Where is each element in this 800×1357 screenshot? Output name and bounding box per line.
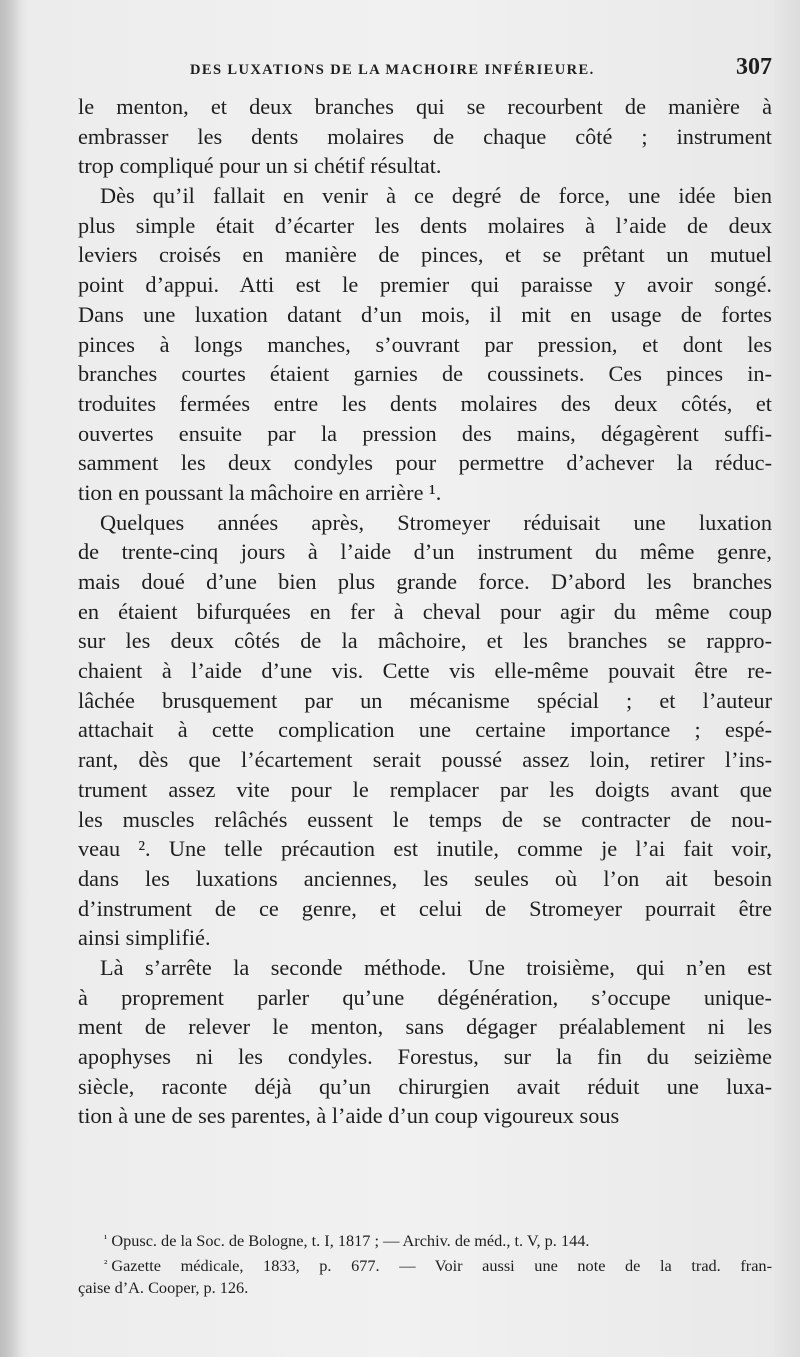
- text-line: pinces à longs manches, s’ouvrant par pression, et dont les: [78, 331, 772, 357]
- text-line: ouvertes ensuite par la pression des mains, dégagèrent suffi-: [78, 420, 772, 446]
- footnote-line: [78, 1253, 772, 1278]
- text-line: siècle, raconte déjà qu’un chirurgien avait réduit une luxa-: [78, 1073, 772, 1099]
- text-line: rant, dès que l’écartement serait poussé assez loin, retirer l’ins-: [78, 747, 772, 773]
- text-line: mais doué d’une bien plus grande force. D’abord les branches: [78, 569, 772, 594]
- text-line: tion à une de ses parentes, à l’aide d’un coup vigoureux sous: [78, 1103, 620, 1129]
- text-line: lâchée brusquement par un mécanisme spécial ; et l’auteur: [78, 687, 772, 713]
- footnote-line: [78, 1277, 772, 1300]
- text-line: à proprement parler qu’une dégénération, s’occupe unique-: [78, 984, 772, 1010]
- footnote-mark: ¹: [104, 1233, 108, 1245]
- text-line: de trente-cinq jours à l’aide d’un instrument du même genre,: [78, 539, 772, 565]
- footnote: [78, 1228, 772, 1253]
- text-line: point d’appui. Atti est le premier qui paraisse y avoir songé.: [78, 272, 772, 298]
- text-line: ment de relever le menton, sans dégager préalablement ni les: [78, 1014, 772, 1040]
- text-line: branches courtes étaient garnies de coussinets. Ces pinces in-: [78, 361, 772, 387]
- text-line: Dès qu’il fallait en venir à ce degré de force, une idée bien: [100, 183, 772, 209]
- text-line: veau ². Une telle précaution est inutile, comme je l’ai fait voir,: [78, 836, 772, 862]
- text-line: troduites fermées entre les dents molaires des deux côtés, et: [78, 390, 772, 416]
- footnote-text: çaise d’A. Cooper, p. 126.: [78, 1278, 249, 1297]
- text-line: attachait à cette complication une certaine importance ; espé-: [78, 717, 772, 743]
- footnotes: [78, 1228, 772, 1300]
- text-line: le menton, et deux branches qui se recourbent de manière à: [78, 94, 772, 119]
- text-line: trument assez vite pour le remplacer par les doigts avant que: [78, 776, 772, 802]
- text-line: apophyses ni les condyles. Forestus, sur la fin du seizième: [78, 1044, 772, 1069]
- running-title: DES LUXATIONS DE LA MACHOIRE INFÉRIEURE.: [190, 62, 595, 78]
- text-line: ainsi simplifié.: [78, 925, 211, 951]
- page-number: 307: [736, 54, 772, 80]
- text-line: chaient à l’aide d’une vis. Cette vis elle-même pouvait être re-: [78, 658, 772, 684]
- text-line: les muscles relâchés eussent le temps de se contracter de nou-: [78, 806, 772, 832]
- footnote-line: [78, 1228, 772, 1253]
- text-line: Dans une luxation datant d’un mois, il mit en usage de fortes: [78, 301, 772, 327]
- text-line: samment les deux condyles pour permettre d’achever la réduc-: [78, 450, 772, 476]
- paragraph: [78, 953, 772, 1131]
- text-line: Là s’arrête la seconde méthode. Une troisième, qui n’en est: [100, 954, 772, 980]
- footnote: [78, 1253, 772, 1300]
- text-line: sur les deux côtés de la mâchoire, et les branches se rappro-: [78, 628, 772, 654]
- text-line: dans les luxations anciennes, les seules où l’on ait besoin: [78, 865, 772, 891]
- text-line: trop compliqué pour un si chétif résultat.: [78, 153, 442, 179]
- paragraph: [78, 92, 772, 181]
- footnote-text: Gazette médicale, 1833, p. 677. — Voir aussi une note de la trad. fran-: [111, 1255, 772, 1275]
- footnote-text: Opusc. de la Soc. de Bologne, t. I, 1817 ; — Archiv. de méd., t. V, p. 144.: [111, 1231, 590, 1250]
- paragraph: [78, 181, 772, 508]
- main-text: [78, 92, 772, 1131]
- text-line: leviers croisés en manière de pinces, et se prêtant un mutuel: [78, 242, 772, 268]
- running-head: [78, 56, 772, 86]
- text-line: tion en poussant la mâchoire en arrière ¹.: [78, 479, 442, 505]
- text-line: en étaient bifurquées en fer à cheval pour agir du même coup: [78, 598, 772, 624]
- text-line: d’instrument de ce genre, et celui de Stromeyer pourrait être: [78, 895, 772, 921]
- text-line: Quelques années après, Stromeyer réduisait une luxation: [100, 509, 772, 535]
- text-line: plus simple était d’écarter les dents molaires à l’aide de deux: [78, 212, 772, 238]
- paragraph: [78, 508, 772, 953]
- text-line: embrasser les dents molaires de chaque côté ; instrument: [78, 123, 772, 149]
- page-edge-shadow: [0, 0, 22, 1357]
- footnote-mark: ²: [104, 1257, 108, 1270]
